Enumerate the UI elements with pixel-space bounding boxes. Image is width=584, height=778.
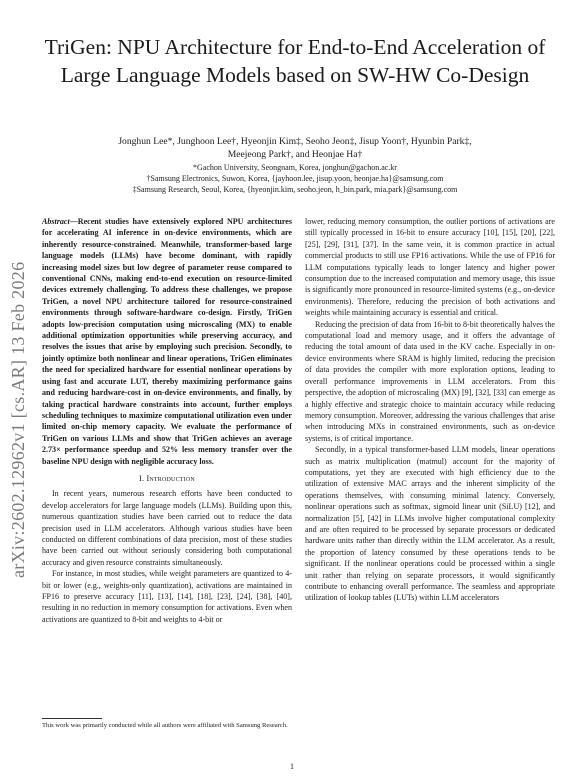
right-paragraph-2: Reducing the precision of data from 16-bit to 8-bit theoretically halves the computational load and memory usage, and it offers the advantage of reducing the total amount of data used in the KV cache. Especially in on-device environments where SRAM is highly limited, reducing the precision of data provides the compiler with more exploration options, leading to overall performance improvements in LLM accelerators. From this perspective, the adoption of microscaling (MX) [9], [32], [33] can emerge as a highly effective and strategic choice to maintain accuracy while reducing memory consumption. Moreover, addressing the various challenges that arise when introducing MXs in constrained environments, such as on-device systems, is of critical importance.: [305, 319, 555, 443]
arxiv-stamp: arXiv:2602.12962v1 [cs.AR] 13 Feb 2026: [8, 261, 28, 578]
section-heading-introduction: I. Introduction: [139, 473, 195, 483]
author-line-1: Jonghun Lee*, Junghoon Lee†, Hyeonjin Kim‡, Seoho Jeon‡, Jisup Yoon†, Hyunbin Park‡,: [118, 136, 472, 147]
intro-paragraph-2: For instance, in most studies, while weight parameters are quantized to 4-bit or lower (e.g., weights-only quantization), activations are maintained in FP16 to preserve accuracy [11], [13], [14], [18], [23], [24], [38], [40], resulting in no reduction in memory consumption for activations. Even when activations are quantized to 8-bit and weights to 4-bit or: [42, 569, 292, 624]
intro-paragraph-1: In recent years, numerous research efforts have been conducted to develop accelerators for large language models (LLMs). Building upon this, numerous quantization studies have been carried out to reduce the data precision used in LLM accelerators. Although various studies have been conducted on different combinations of data precision, most of these studies have been carried out without seriously considering both computational accuracy and given resource constraints simultaneously.: [42, 489, 292, 567]
abstract-text: —Recent studies have extensively explored NPU architectures for accelerating AI inference in on-device environments, which are inherently resource-constrained. Meanwhile, transformer-based large language models (LLMs) have become dominant, with rapidly increasing model sizes but low degree of parameter reuse compared to conventional CNNs, making end-to-end execution on resource-limited devices extremely challenging. To address these challenges, we propose TriGen, a novel NPU architecture tailored for resource-constrained environments through software-hardware co-design. Firstly, TriGen adopts low-precision computation using microscaling (MX) to enable additional optimization opportunities while preserving accuracy, and resolves the issues that arise by employing such precision. Secondly, to jointly optimize both nonlinear and linear operations, TriGen eliminates the need for specialized hardware for essential nonlinear operations by using fast and accurate LUT, thereby maximizing performance gains and reducing hardware-cost in on-device environments, and finally, by taking practical hardware constraints into account, further employs scheduling techniques to maximize computational utilization even under limited on-chip memory capacity. We evaluate the performance of TriGen on various LLMs and show that TriGen achieves an average 2.73× performance speedup and 52% less memory transfer over the baseline NPU design with negligible accuracy loss.: [42, 217, 292, 466]
affiliation-gachon: *Gachon University, Seongnam, Korea, jonghun@gachon.ac.kr: [193, 163, 397, 172]
footnote: This work was primarily conducted while all authors were affiliated with Samsung Research.: [42, 722, 288, 729]
left-column: [42, 216, 292, 625]
author-list: [70, 136, 520, 161]
affiliations: [50, 162, 540, 195]
footnote-rule: [42, 718, 102, 719]
right-paragraph-1: lower, reducing memory consumption, the outlier portions of activations are still typically processed in 16-bit to ensure accuracy [10], [15], [20], [22], [25], [29], [31], [37]. In the same vein, it is common practice in actual commercial products to still use FP16 activations. While the use of FP16 for LLM computations typically leads to longer latency and higher power consumption due to the increased computation and memory usage, this issue is significantly more pronounced in resource-limited systems (e.g., on-device environments). Therefore, reducing the precision of both activations and weights while maintaining accuracy is essential and critical.: [305, 217, 555, 318]
abstract-label: Abstract: [42, 217, 70, 226]
paper-title: TriGen: NPU Architecture for End-to-End Acceleration of Large Language Models based on SW-HW Co-Design: [44, 35, 546, 87]
page-number: 1: [290, 762, 294, 771]
affiliation-samsung-research: ‡Samsung Research, Seoul, Korea, {hyeonjin.kim, seoho.jeon, h_bin.park, mia.park}@samsung.com: [132, 185, 458, 194]
right-paragraph-3: Secondly, in a typical transformer-based LLM models, linear operations such as matrix multiplication (matmul) account for the majority of computations, yet they are executed with high efficiency due to the utilization of extensive MAC arrays and the inherent simplicity of the operations themselves, with consuming minimal latency. Conversely, nonlinear operations such as softmax, sigmoid linear unit (SiLU) [12], and normalization [5], [42] in LLMs involve higher computational complexity and are often required to be processed by separate processors or dedicated hardware units rather than directly within the LLM accelerator. As a result, the proportion of latency consumed by these operations tends to be significant. If the nonlinear operations could be processed within a single unit rather than relying on separate processors, it would significantly contribute to enhancing overall performance. The seamless and appropriate utilization of lookup tables (LUTs) within LLM accelerators: [305, 445, 555, 603]
author-line-2: Meejeong Park†, and Heonjae Ha†: [227, 148, 363, 160]
right-column: [305, 216, 555, 604]
affiliation-samsung-electronics: †Samsung Electronics, Suwon, Korea, {jayhoon.lee, jisup.yoon, heonjae.ha}@samsung.com: [146, 174, 444, 183]
abstract: [42, 216, 292, 467]
